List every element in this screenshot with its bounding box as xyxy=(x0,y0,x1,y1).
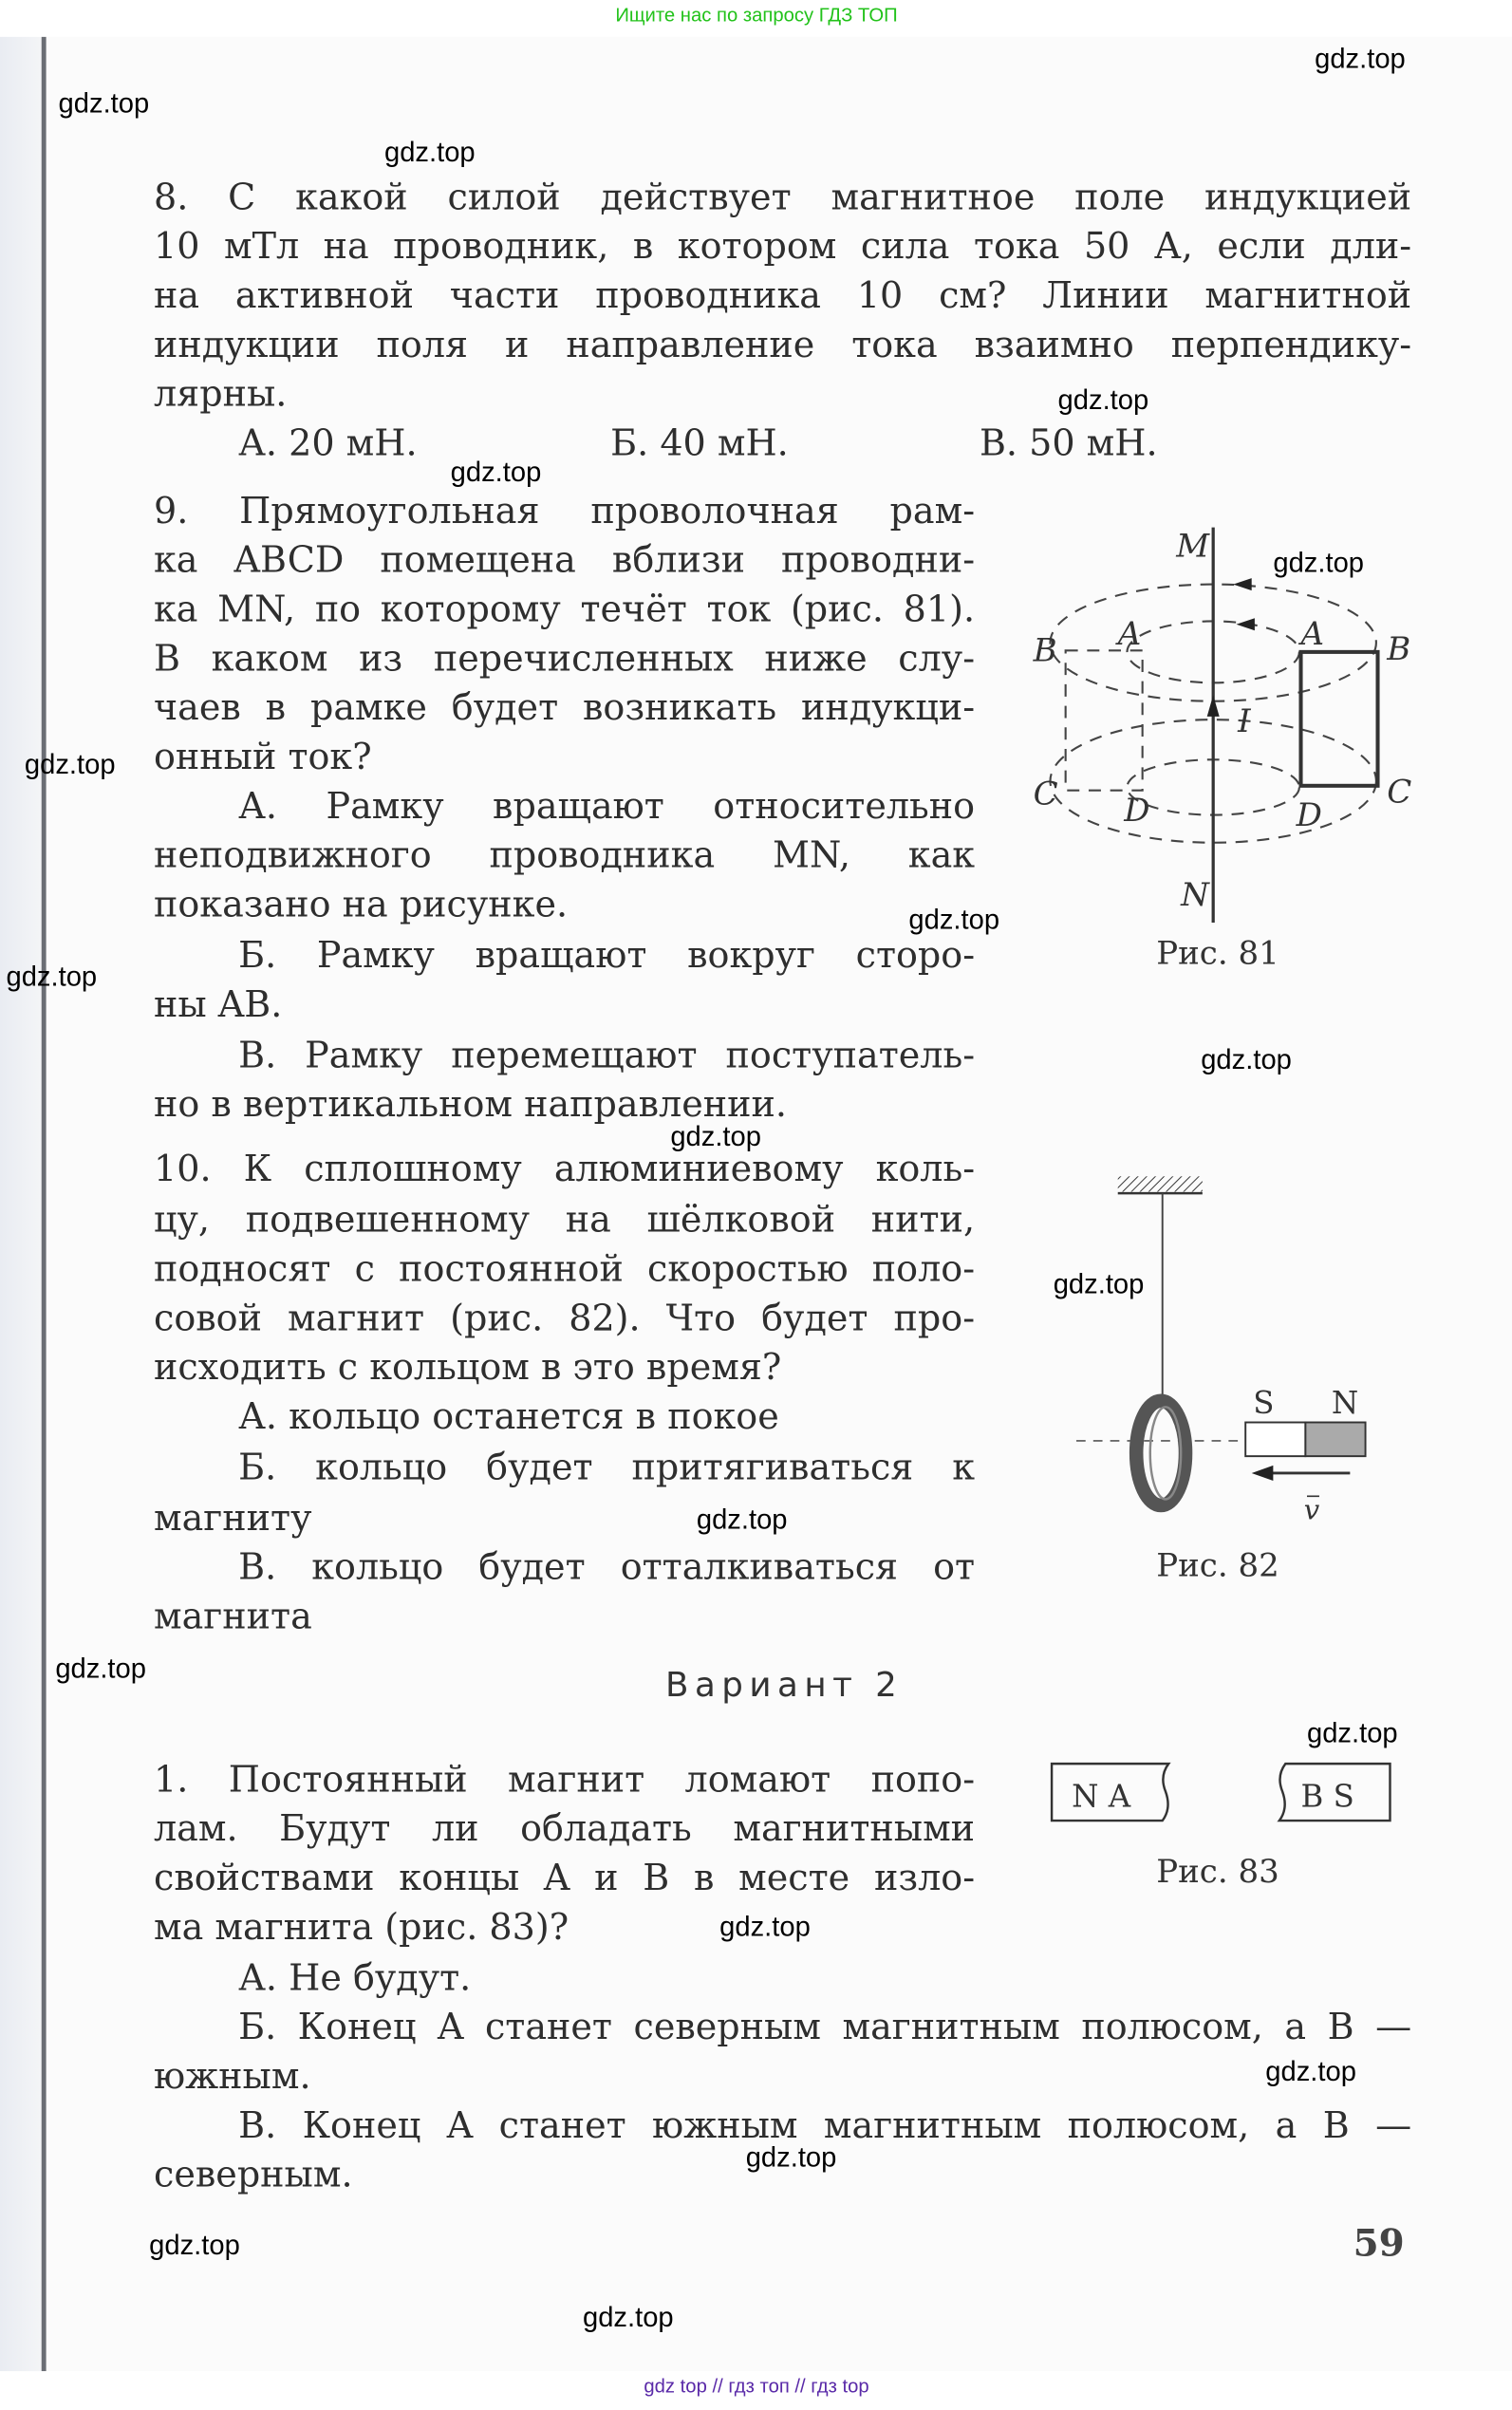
text-line: показано на рисунке. xyxy=(154,882,569,926)
text-line: Б. Рамку вращают вокруг сторо- xyxy=(238,933,976,977)
text-line: 8. С какой силой действует магнитное поле индукцией xyxy=(154,175,1412,219)
watermark-text: gdz.top xyxy=(1307,1717,1398,1748)
label-m: M xyxy=(1176,527,1210,566)
label-n: N xyxy=(1181,876,1209,915)
label-c: C xyxy=(1033,775,1058,813)
label-a: A xyxy=(1300,614,1325,653)
text-line: 1. Постоянный магнит ломают попо- xyxy=(154,1757,976,1802)
label-b: B xyxy=(1033,631,1057,670)
watermark-text: gdz.top xyxy=(384,137,476,168)
text-line: В. кольцо будет отталкиваться от xyxy=(238,1545,976,1589)
frame-initial-dashed xyxy=(1066,650,1143,790)
figure-83-caption: Рис. 83 xyxy=(1156,1853,1279,1890)
magnet-n-label: N xyxy=(1331,1384,1359,1421)
text-line: А. 20 мН. xyxy=(238,420,418,465)
text-line: 10. К сплошному алюминиевому коль- xyxy=(154,1147,976,1190)
label-a: A xyxy=(1117,614,1142,653)
label-c: C xyxy=(1387,773,1412,812)
text-line: южным. xyxy=(154,2054,311,2098)
velocity-label: v xyxy=(1303,1493,1320,1526)
text-line: подносят с постоянной скоростью поло- xyxy=(154,1246,976,1291)
ceiling-support xyxy=(1118,1176,1203,1191)
label-i: I xyxy=(1238,702,1251,741)
text-line: А. Рамку вращают относительно xyxy=(238,784,976,828)
text-line: ма магнита (рис. 83)? xyxy=(154,1905,569,1949)
watermark-text: gdz.top xyxy=(1265,2055,1356,2087)
label-d: D xyxy=(1296,795,1322,834)
text-line: А. кольцо останется в покое xyxy=(238,1394,779,1438)
text-line: но в вертикальном направлении. xyxy=(154,1082,788,1126)
text-line: свойствами концы A и B в месте изло- xyxy=(154,1856,976,1899)
text-line: неподвижного проводника MN, как xyxy=(154,833,976,877)
label-b: B xyxy=(1387,629,1411,668)
text-line: В. Рамку перемещают поступатель- xyxy=(238,1033,976,1076)
watermark-text: gdz.top xyxy=(582,2302,674,2333)
magnet-north xyxy=(1305,1423,1365,1457)
text-line: цу, подвешенному на шёлковой нити, xyxy=(154,1197,976,1242)
text-line: ка ABCD помещена вблизи проводни- xyxy=(154,538,976,582)
field-arrow-icon xyxy=(1236,618,1254,630)
text-line: 10 мТл на проводник, в котором сила тока 50 А, если дли- xyxy=(154,224,1412,268)
watermark-text: gdz.top xyxy=(450,457,542,488)
velocity-arrow-icon xyxy=(1252,1466,1274,1481)
text-line: А. Не будут. xyxy=(238,1955,472,1999)
right-half-label: B S xyxy=(1300,1778,1354,1815)
aluminium-ring xyxy=(1136,1401,1185,1505)
text-line: ка MN, по которому течёт ток (рис. 81). xyxy=(154,587,976,631)
variant-heading: Вариант 2 xyxy=(665,1667,904,1706)
watermark-text: gdz.top xyxy=(55,1653,146,1684)
field-arrow-icon xyxy=(1233,578,1251,590)
text-line: онный ток? xyxy=(154,735,372,778)
left-half-label: N A xyxy=(1072,1778,1131,1815)
watermark-text: gdz.top xyxy=(58,87,150,119)
text-line: чаев в рамке будет возникать индукци- xyxy=(154,685,976,729)
watermark-text: gdz.top xyxy=(745,2141,837,2174)
text-line: В каком из перечисленных ниже слу- xyxy=(154,636,976,681)
watermark-text: gdz.top xyxy=(696,1504,788,1535)
figure-82-caption: Рис. 82 xyxy=(1156,1546,1279,1584)
magnet-s-label: S xyxy=(1253,1384,1275,1421)
page-binding-edge xyxy=(0,37,43,2371)
figure-83 xyxy=(1046,1753,1400,1830)
magnet-south xyxy=(1245,1423,1305,1457)
figure-81 xyxy=(1015,515,1429,930)
bottom-banner-link[interactable]: gdz top // гдз топ // гдз top xyxy=(644,2375,869,2398)
text-line: совой магнит (рис. 82). Что будет про- xyxy=(154,1296,976,1340)
watermark-text: gdz.top xyxy=(24,748,116,780)
text-line: северным. xyxy=(154,2153,353,2196)
figure-81-caption: Рис. 81 xyxy=(1156,934,1279,972)
text-line: Б. Конец A станет северным магнитным полюсом, а B — xyxy=(238,2005,1412,2048)
text-line: Б. 40 мН. xyxy=(610,420,789,465)
text-line: Б. кольцо будет притягиваться к xyxy=(238,1445,976,1489)
text-line: ны AB. xyxy=(154,982,283,1026)
frame-abcd xyxy=(1301,652,1378,786)
text-line: магниту xyxy=(154,1496,312,1540)
page-edge-line xyxy=(42,37,47,2371)
text-line: на активной части проводника 10 см? Линии магнитной xyxy=(154,273,1412,317)
page-number: 59 xyxy=(1353,2220,1405,2266)
watermark-text: gdz.top xyxy=(6,961,98,992)
text-line: индукции поля и направление тока взаимно перпендику- xyxy=(154,323,1412,366)
text-line: лам. Будут ли обладать магнитными xyxy=(154,1806,976,1850)
label-d: D xyxy=(1124,792,1150,831)
watermark-text: gdz.top xyxy=(908,904,1000,935)
text-line: магнита xyxy=(154,1594,312,1638)
text-line: исходить с кольцом в это время? xyxy=(154,1345,782,1389)
top-banner-link[interactable]: Ищите нас по запросу ГДЗ ТОП xyxy=(615,4,898,27)
watermark-text: gdz.top xyxy=(1273,547,1365,579)
watermark-text: gdz.top xyxy=(149,2230,240,2261)
text-line: В. 50 мН. xyxy=(979,420,1158,465)
watermark-text: gdz.top xyxy=(1315,43,1406,74)
watermark-text: gdz.top xyxy=(1057,384,1149,416)
watermark-text: gdz.top xyxy=(1053,1268,1145,1299)
watermark-text: gdz.top xyxy=(1201,1043,1292,1075)
watermark-text: gdz.top xyxy=(719,1911,811,1943)
current-arrow-icon xyxy=(1207,695,1220,717)
figure-82 xyxy=(1061,1161,1399,1530)
watermark-text: gdz.top xyxy=(670,1120,761,1152)
text-line: лярны. xyxy=(154,372,288,416)
text-line: 9. Прямоугольная проволочная рам- xyxy=(154,489,976,532)
text-line: В. Конец A станет южным магнитным полюсом, а B — xyxy=(238,2103,1412,2147)
